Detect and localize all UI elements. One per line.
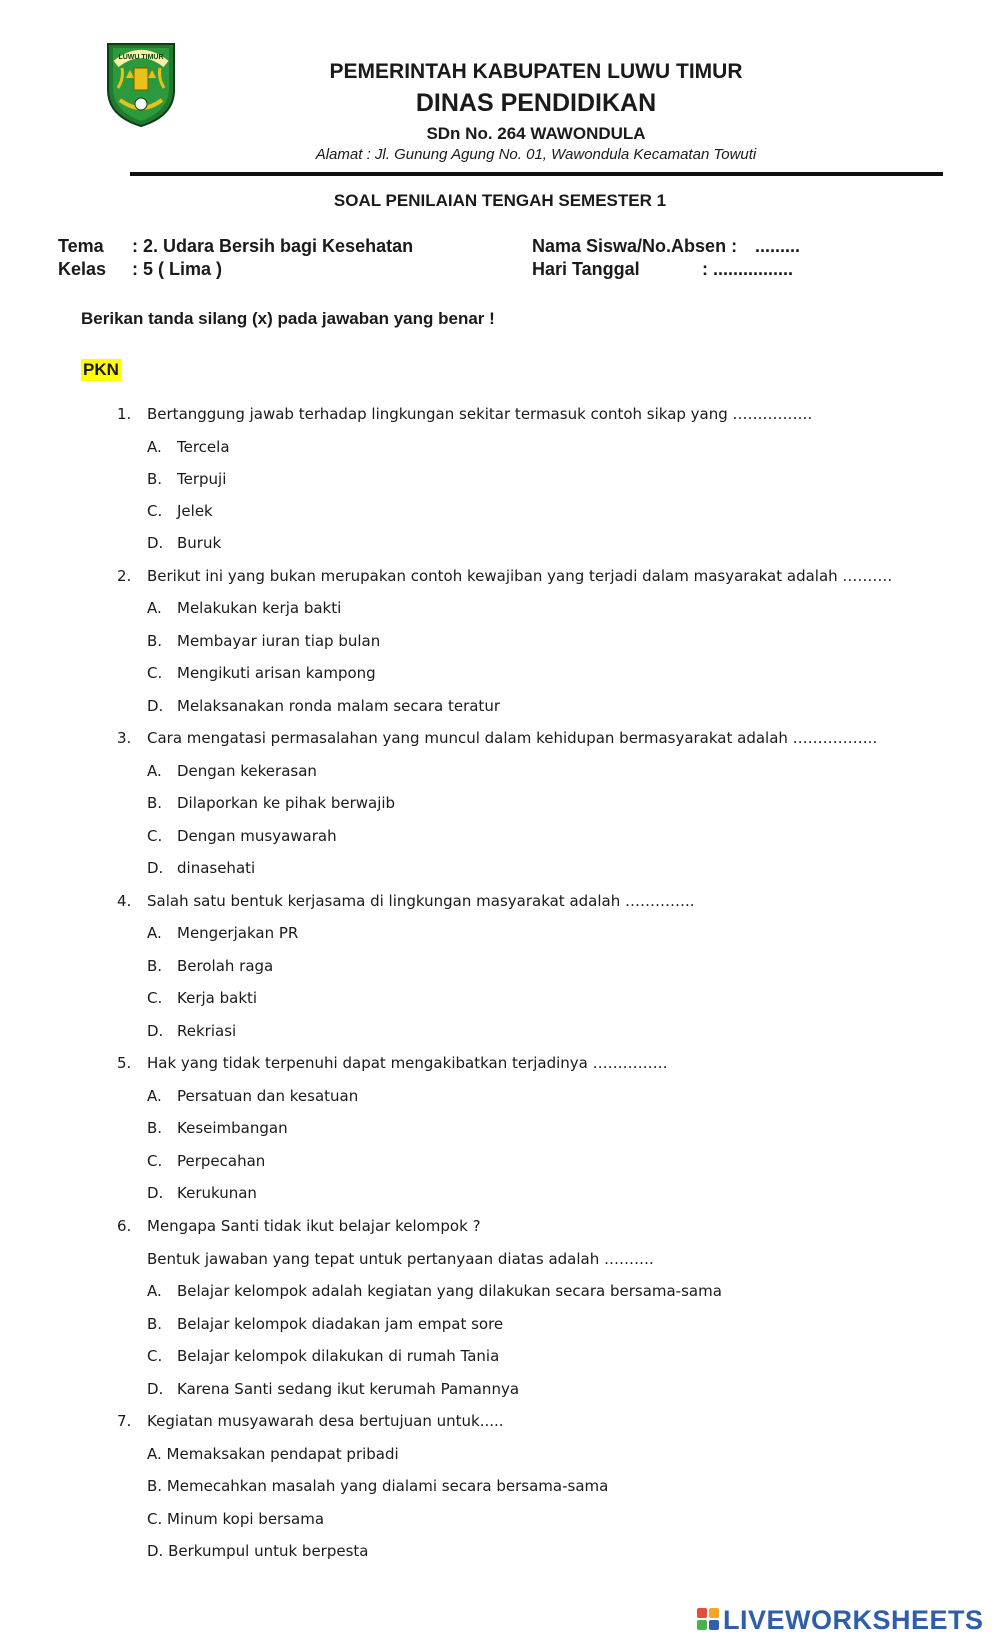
- option-text[interactable]: Perpecahan: [177, 1152, 266, 1170]
- option-text[interactable]: B. Memecahkan masalah yang dialami secara bersama-sama: [147, 1477, 609, 1495]
- school-address: Alamat : Jl. Gunung Agung No. 01, Wawondula Kecamatan Towuti: [315, 146, 757, 163]
- school-name: SDn No. 264 WAWONDULA: [426, 124, 646, 143]
- question-number: 5.: [117, 1054, 132, 1072]
- hari-tanggal-label: Hari Tanggal: [532, 259, 640, 279]
- option-text[interactable]: Keseimbangan: [177, 1119, 288, 1137]
- tema-label: Tema: [58, 236, 104, 256]
- option-text[interactable]: Kerukunan: [177, 1184, 257, 1202]
- option-text[interactable]: Mengerjakan PR: [177, 924, 299, 942]
- question-number: 4.: [117, 892, 132, 910]
- option-text[interactable]: Belajar kelompok adalah kegiatan yang dilakukan secara bersama-sama: [177, 1282, 722, 1300]
- option-letter: B.: [147, 957, 163, 975]
- option-letter: C.: [147, 1152, 163, 1170]
- option-text[interactable]: Membayar iuran tiap bulan: [177, 632, 381, 650]
- question-text: Hak yang tidak terpenuhi dapat mengakibatkan terjadinya ……………: [147, 1054, 668, 1072]
- option-letter: B.: [147, 1315, 163, 1333]
- option-letter: D.: [147, 534, 164, 552]
- option-letter: A.: [147, 762, 162, 780]
- question-text: Mengapa Santi tidak ikut belajar kelompok ?: [147, 1217, 481, 1235]
- question-number: 6.: [117, 1217, 132, 1235]
- option-text[interactable]: Dengan musyawarah: [177, 827, 337, 845]
- option-letter: D.: [147, 697, 164, 715]
- option-letter: D.: [147, 1380, 164, 1398]
- kelas-value: : 5 ( Lima ): [132, 259, 223, 279]
- logo-text: LUWU TIMUR: [118, 54, 164, 61]
- option-letter: B.: [147, 1119, 163, 1137]
- department-title: DINAS PENDIDIKAN: [415, 89, 657, 117]
- question-number: 7.: [117, 1412, 132, 1430]
- option-letter: B.: [147, 470, 163, 488]
- option-text[interactable]: Buruk: [177, 534, 222, 552]
- option-letter: D.: [147, 1022, 164, 1040]
- option-letter: A.: [147, 599, 162, 617]
- option-text[interactable]: Berolah raga: [177, 957, 274, 975]
- header-divider: [130, 172, 943, 176]
- liveworksheets-wordmark: LIVEWORKSHEETS: [723, 1605, 984, 1635]
- option-text[interactable]: Kerja bakti: [177, 989, 258, 1007]
- option-letter: A.: [147, 438, 162, 456]
- option-text[interactable]: Dilaporkan ke pihak berwajib: [177, 794, 396, 812]
- question-subtext: Bentuk jawaban yang tepat untuk pertanyaan diatas adalah ……….: [147, 1250, 654, 1268]
- option-text[interactable]: Tercela: [177, 438, 230, 456]
- option-text[interactable]: Persatuan dan kesatuan: [177, 1087, 359, 1105]
- option-text[interactable]: C. Minum kopi bersama: [147, 1510, 325, 1528]
- nama-siswa-label: Nama Siswa/No.Absen :: [532, 236, 738, 256]
- option-letter: B.: [147, 632, 163, 650]
- option-text[interactable]: Melakukan kerja bakti: [177, 599, 342, 617]
- option-letter: A.: [147, 924, 162, 942]
- option-letter: C.: [147, 502, 163, 520]
- option-text[interactable]: Jelek: [177, 502, 213, 520]
- option-letter: D.: [147, 1184, 164, 1202]
- tema-value: : 2. Udara Bersih bagi Kesehatan: [132, 236, 414, 256]
- option-text[interactable]: A. Memaksakan pendapat pribadi: [147, 1445, 399, 1463]
- option-letter: C.: [147, 664, 163, 682]
- question-number: 2.: [117, 567, 132, 585]
- question-text: Cara mengatasi permasalahan yang muncul dalam kehidupan bermasyarakat adalah ……………..: [147, 729, 878, 747]
- nama-siswa-blank[interactable]: .........: [755, 236, 801, 256]
- question-text: Salah satu bentuk kerjasama di lingkungan masyarakat adalah …………..: [147, 892, 695, 910]
- question-text: Berikut ini yang bukan merupakan contoh kewajiban yang terjadi dalam masyarakat adalah ……….: [147, 567, 893, 585]
- option-letter: C.: [147, 827, 163, 845]
- option-text[interactable]: Karena Santi sedang ikut kerumah Pamannya: [177, 1380, 520, 1398]
- question-number: 1.: [117, 405, 132, 423]
- section-heading-pkn: PKN: [83, 360, 119, 379]
- exam-title: SOAL PENILAIAN TENGAH SEMESTER 1: [333, 191, 667, 210]
- instruction: Berikan tanda silang (x) pada jawaban yang benar !: [81, 309, 495, 328]
- option-letter: D.: [147, 859, 164, 877]
- kelas-label: Kelas: [58, 259, 107, 279]
- hari-tanggal-blank[interactable]: : ................: [702, 259, 794, 279]
- option-letter: A.: [147, 1087, 162, 1105]
- option-letter: A.: [147, 1282, 162, 1300]
- option-text[interactable]: Melaksanakan ronda malam secara teratur: [177, 697, 500, 715]
- option-text[interactable]: Rekriasi: [177, 1022, 237, 1040]
- liveworksheets-logo-icon: [697, 1608, 721, 1632]
- option-text[interactable]: Mengikuti arisan kampong: [177, 664, 376, 682]
- option-text[interactable]: Belajar kelompok dilakukan di rumah Tania: [177, 1347, 500, 1365]
- option-text[interactable]: Terpuji: [177, 470, 227, 488]
- option-text[interactable]: Belajar kelompok diadakan jam empat sore: [177, 1315, 504, 1333]
- question-text: Kegiatan musyawarah desa bertujuan untuk.....: [147, 1412, 504, 1430]
- option-letter: B.: [147, 794, 163, 812]
- option-text[interactable]: dinasehati: [177, 859, 256, 877]
- option-letter: C.: [147, 1347, 163, 1365]
- option-text[interactable]: D. Berkumpul untuk berpesta: [147, 1542, 369, 1560]
- question-number: 3.: [117, 729, 132, 747]
- option-letter: C.: [147, 989, 163, 1007]
- question-text: Bertanggung jawab terhadap lingkungan sekitar termasuk contoh sikap yang …………….: [147, 405, 813, 423]
- government-title: PEMERINTAH KABUPATEN LUWU TIMUR: [329, 60, 743, 83]
- option-text[interactable]: Dengan kekerasan: [177, 762, 317, 780]
